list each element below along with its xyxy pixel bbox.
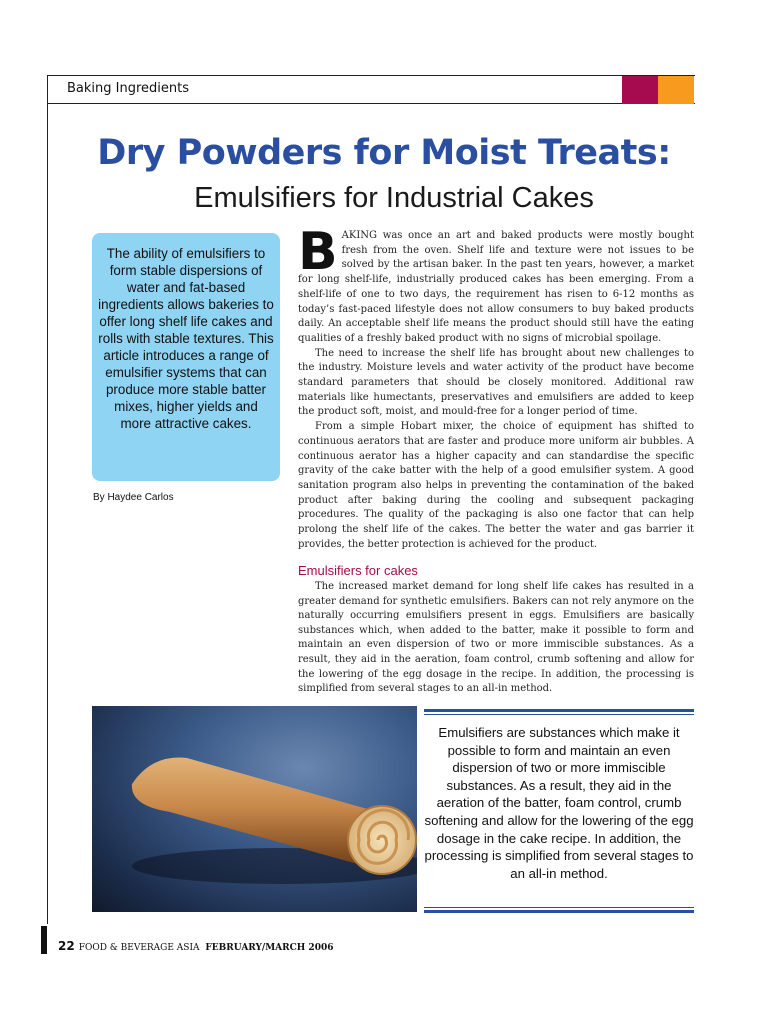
drop-cap: B [298,222,338,282]
article-subtitle: Emulsifiers for Industrial Cakes [194,182,594,214]
body-column [298,222,694,552]
section-header [47,75,695,104]
paragraph-1-text: AKING was once an art and baked products were mostly bought fresh from the oven. Shelf life and texture were not issues to be solved by the artisan baker. In the past ten years, however, a market for long shelf-life, industrially produced cakes has been emerging. From a shelf-life of one to two days, the requirement has risen to 6-12 months as today’s fast-paced lifestyle does not allow consumers to buy baked products daily. An acceptable shelf life means the product should still have the eating qualities of a freshly baked product with no signs of microbial spoilage. [298,230,694,344]
page-left-rule [47,104,48,924]
quote-rule-top [424,709,694,712]
intro-text: The ability of emulsifiers to form stable dispersions of water and fat-based ingredients allows bakeries to offer long shelf life cakes and rolls with stable textures. This article introduces a range of emulsifier systems that can produce more stable batter mixes, higher yields and more attractive cakes. [98,246,274,431]
issue-date: FEBRUARY/MARCH 2006 [205,943,334,953]
paragraph-1 [298,222,694,347]
section-subhead: Emulsifiers for cakes [298,563,418,578]
intro-box [92,233,280,481]
body-column-2 [298,580,694,697]
page-number: 22 [58,939,75,953]
paragraph-4: The increased market demand for long shelf life cakes has resulted in a greater demand for synthetic emulsifiers. Bakers can not rely anymore on the naturally occurring emulsifiers present in eggs. Emulsifiers are basically substances which, when added to the batter, make it possible to form and maintain an even dispersion of two or more immiscible substances. As a result, they aid in the aeration, foam control, crumb softening and allow for the lowering of the egg dosage in the recipe. In addition, the processing is simplified from several stages to an all-in method. [298,581,694,695]
swiss-roll-illustration [92,706,417,912]
paragraph-2: The need to increase the shelf life has brought about new challenges to the industry. Moisture levels and water activity of the product have become standard parameters that should be closely monitored. Additional raw materials like humectants, preservatives and emulsifiers are added to keep the product soft, moist, and mould-free for a longer period of time. [298,347,694,418]
paragraph-3: From a simple Hobart mixer, the choice of equipment has shifted to continuous aerators that are faster and produce more uniform air bubbles. A continuous aerator has a higher capacity and can standardise the specific gravity of the cake batter with the help of a good emulsifier system. A good sanitation program also helps in preventing the contamination of the baked product after baking during the cooling and subsequent packaging procedures. The quality of the packaging is also one factor that can help prolong the shelf life of the cakes. The better the water and gas barrier it provides, the better protection is achieved for the product. [298,421,694,550]
article-title: Dry Powders for Moist Treats: [97,133,671,173]
accent-block-orange [658,76,694,104]
footer-bar [41,926,47,954]
page-footer [58,939,334,953]
pull-quote: Emulsifiers are substances which make it possible to form and maintain an even dispersion of two or more immiscible substances. As a result, they aid in the aeration of the batter, foam control, crumb softening and allow for the lowering of the egg dosage in the cake recipe. In addition, the processing is simplified from several stages to an all-in method. [424,725,694,881]
accent-block-red [622,76,658,104]
quote-rule-bottom-thin [424,907,694,908]
quote-rule-top-thin [424,714,694,715]
section-label: Baking Ingredients [67,81,190,96]
quote-rule-bottom [424,910,694,913]
byline: By Haydee Carlos [93,492,174,503]
publication-name: FOOD & BEVERAGE ASIA [78,943,200,953]
swiss-roll-photo [92,706,417,912]
